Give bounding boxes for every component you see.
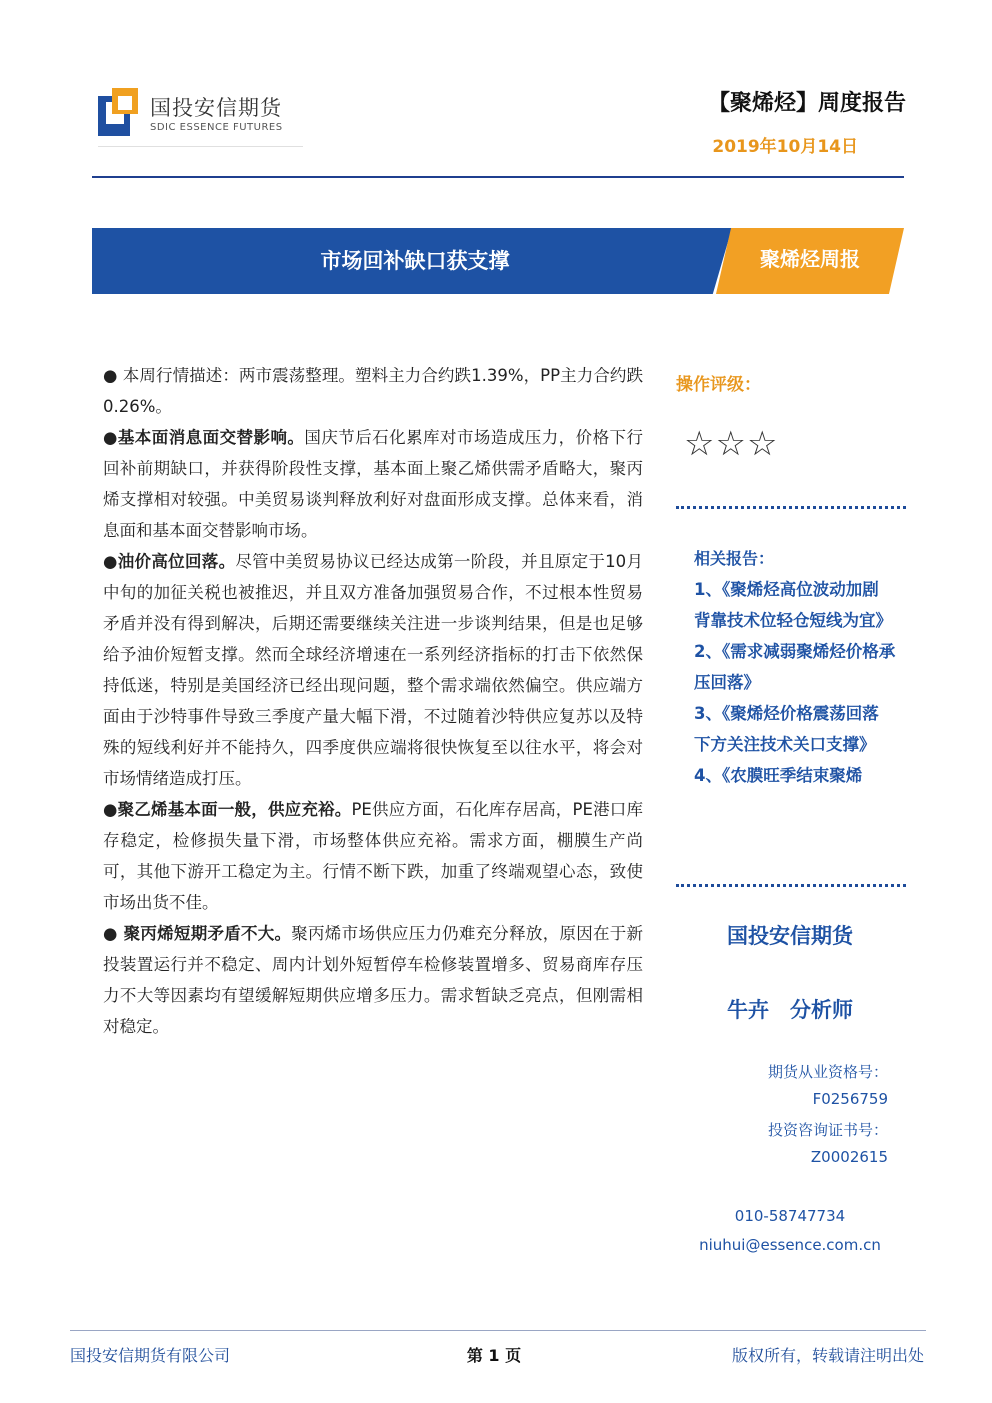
report-date: 2019年10月14日	[712, 137, 858, 157]
logo-mark-icon	[98, 88, 140, 136]
sidebar-company-name: 国投安信期货	[727, 924, 853, 948]
related-report-link[interactable]: 2、《需求减弱聚烯烃价格承压回落》	[694, 642, 896, 692]
rating-label: 操作评级：	[676, 375, 761, 395]
related-report-link[interactable]: 4、《农膜旺季结束聚烯	[694, 766, 863, 785]
related-reports-list	[694, 574, 898, 791]
header-divider	[92, 176, 904, 178]
report-headline: 市场回补缺口获支撑	[320, 249, 510, 273]
section-polyethylene	[103, 794, 643, 918]
logo-underline	[98, 146, 303, 147]
section-oil-price-heading: ●油价高位回落。	[103, 552, 236, 571]
section-polyethylene-heading: ●聚乙烯基本面一般，供应充裕。	[103, 800, 352, 819]
consult-number: Z0002615	[810, 1148, 888, 1166]
section-polyethylene-text: PE供应方面，石化库存居高，PE港口库存稳定，检修损失量下滑，市场整体供应充裕。需求方面，棚膜生产尚可，其他下游开工稳定为主。行情不断下跌，加重了终端观望心态，致使市场出货不佳。	[103, 800, 643, 912]
section-polypropylene-heading: ● 聚丙烯短期矛盾不大。	[103, 924, 292, 943]
page-number: 第 1 页	[466, 1346, 522, 1365]
logo-name-en: SDIC ESSENCE FUTURES	[150, 122, 283, 133]
footer-copyright: 版权所有，转载请注明出处	[731, 1346, 924, 1365]
section-polypropylene	[103, 918, 643, 1042]
section-polypropylene-text: 聚丙烯市场供应压力仍难充分释放，原因在于新投装置运行并不稳定、周内计划外短暂停车检修装置增多、贸易商库存压力不大等因素均有望缓解短期供应增多压力。需求暂缺乏亮点，但刚需相对稳定。	[103, 924, 643, 1036]
report-type-title: 【聚烯烃】周度报告	[707, 91, 906, 116]
consult-label: 投资咨询证书号：	[767, 1121, 888, 1139]
section-fundamentals-heading: ●基本面消息面交替影响。	[103, 428, 305, 447]
analyst-name: 牛卉 分析师	[727, 998, 853, 1022]
section-fundamentals	[103, 422, 643, 546]
sidebar-dotted-divider	[676, 884, 906, 887]
license-label: 期货从业资格号：	[767, 1063, 888, 1081]
rating-stars-icon: ☆☆☆	[684, 424, 779, 464]
related-report-link[interactable]: 1、《聚烯烃高位波动加剧 背靠技术位轻仓短线为宜》	[694, 580, 892, 630]
company-logo	[98, 88, 308, 148]
report-series-label: 聚烯烃周报	[760, 247, 860, 271]
footer-company: 国投安信期货有限公司	[70, 1346, 231, 1365]
section-oil-price-text: 尽管中美贸易协议已经达成第一阶段，并且原定于10月中旬的加征关税也被推迟，并且双方准备加强贸易合作，不过根本性贸易矛盾并没有得到解决，后期还需要继续关注进一步谈判结果，但是也足够给予油价短暂支撑。然而全球经济增速在一系列经济指标的打击下依然保持低迷，特别是美国经济已经出现问题，整个需求端依然偏空。供应端方面由于沙特事件导致三季度产量大幅下滑，不过随着沙特供应复苏以及特殊的短线利好并不能持久，四季度供应端将很快恢复至以往水平，将会对市场情绪造成打压。	[103, 552, 643, 788]
logo-name-cn: 国投安信期货	[150, 96, 282, 120]
title-banner	[92, 228, 904, 294]
footer-divider	[70, 1330, 926, 1331]
sidebar-dotted-divider	[676, 506, 906, 509]
section-oil-price	[103, 546, 643, 794]
related-reports-label: 相关报告：	[694, 549, 775, 568]
license-number: F0256759	[812, 1090, 888, 1108]
weekly-market-summary: ● 本周行情描述：两市震荡整理。塑料主力合约跌1.39%，PP主力合约跌0.26%。	[103, 366, 643, 416]
analyst-email-link[interactable]: niuhui@essence.com.cn	[699, 1236, 881, 1254]
related-report-link[interactable]: 3、《聚烯烃价格震荡回落 下方关注技术关口支撑》	[694, 704, 879, 754]
section-fundamentals-text: 国庆节后石化累库对市场造成压力，价格下行回补前期缺口，并获得阶段性支撑，基本面上聚乙烯供需矛盾略大，聚丙烯支撑相对较强。中美贸易谈判释放利好对盘面形成支撑。总体来看，消息面和基本面交替影响市场。	[103, 428, 643, 540]
analyst-phone: 010-58747734	[734, 1207, 846, 1225]
report-body	[103, 360, 643, 1042]
